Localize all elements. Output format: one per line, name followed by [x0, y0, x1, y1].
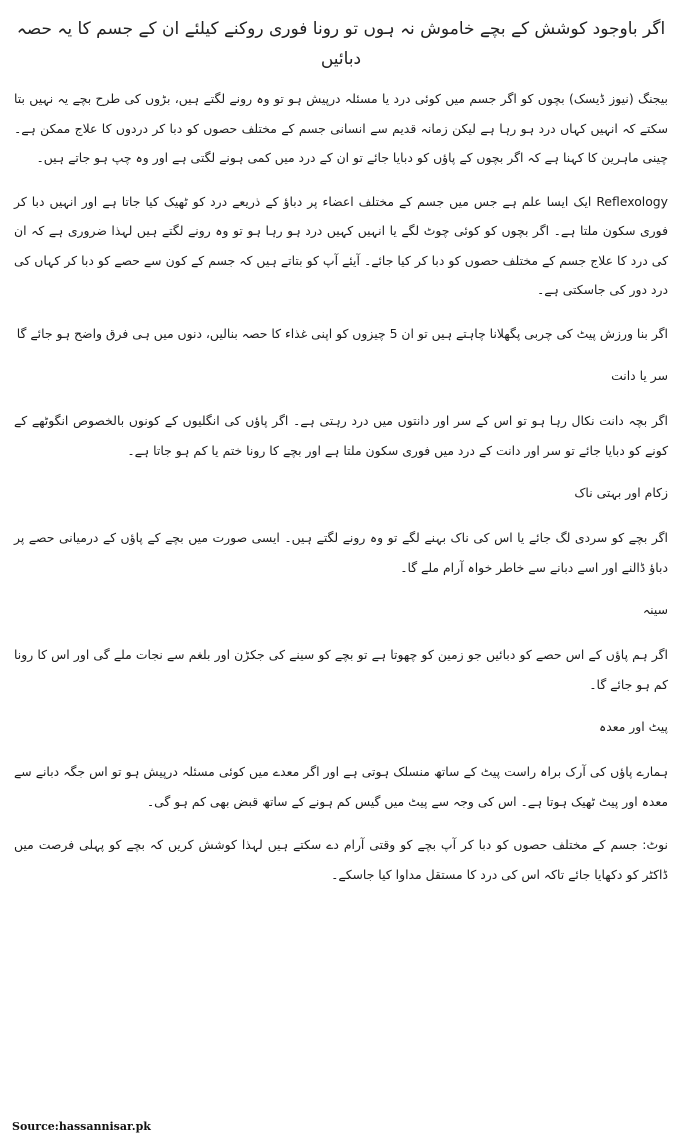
- section-text-stomach: ہمارے پاؤں کی آرک براہ راست پیٹ کے ساتھ منسلک ہوتی ہے اور اگر معدے میں کوئی مسئلہ درپیش ہو تو اس جگہ دبانے سے معدہ اور پیٹ ٹھیک ہوتا ہے۔ اس کی وجہ سے پیٹ میں گیس کم ہونے کے ساتھ قبض بھی کم ہو گی۔: [14, 764, 668, 809]
- section-text-chest: اگر ہم پاؤں کے اس حصے کو دبائیں جو زمین کو چھوتا ہے تو بچے کو سینے کی جکڑن اور بلغم سے نجات ملے گی اور اس کا رونا کم ہو جائے گا۔: [14, 647, 668, 692]
- source-credit: Source:hassannisar.pk: [12, 1120, 151, 1133]
- promo-paragraph: اگر بنا ورزش پیٹ کی چربی پگھلانا چاہتے ہیں تو ان 5 چیزوں کو اپنی غذاء کا حصہ بنالیں، دنوں میں ہی فرق واضح ہو جائے گا: [16, 325, 668, 341]
- section-heading-head-teeth: سر یا دانت: [611, 368, 668, 383]
- section-heading-stomach: پیٹ اور معدہ: [598, 719, 668, 734]
- intro-paragraph: بیجنگ (نیوز ڈیسک) بچوں کو اگر جسم میں کوئی درد یا مسئلہ درپیش ہو تو وہ رونے لگتے ہیں، بڑوں کی طرح بچے یہ نہیں بتا سکتے کہ انہیں کہاں درد ہو رہا ہے لیکن زمانہ قدیم سے انسانی جسم کے مختلف حصوں کو دبا کر دردوں کا علاج ممکن ہے۔ چینی ماہرین کا کہنا ہے کہ اگر بچوں کے پاؤں کو دبایا جائے تو ان کے درد میں کمی ہونے لگتی ہے اور وہ چپ ہو جاتے ہیں۔: [14, 91, 668, 165]
- reflexology-paragraph: Reflexology ایک ایسا علم ہے جس میں جسم کے مختلف اعضاء پر دباؤ کے ذریعے درد کو ٹھیک کیا جاتا ہے اور انہیں دبا کر فوری سکون ملتا ہے۔ اگر بچوں کو کوئی چوٹ لگے یا انہیں کہیں درد ہو رہا ہو تو وہ رونے لگتے ہیں لہذا ضروری ہے کہ ان کی درد کا علاج جسم کے مختلف حصوں کو دبا کر کیا جائے۔ آیئے آپ کو بتاتے ہیں کہ جسم کے کون سے حصے کو دبا کر کہاں کی درد دور کی جاسکتی ہے۔: [14, 193, 668, 297]
- section-text-head-teeth: اگر بچہ دانت نکال رہا ہو تو اس کے سر اور دانتوں میں درد رہتی ہے۔ اگر پاؤں کی انگلیوں کے کونوں بالخصوص انگوٹھے کے کونے کو دبایا جائے تو سر اور دانت کے درد میں فوری سکون ملتا ہے اور بچے کا رونا ختم یا کم ہو جاتا ہے۔: [14, 413, 668, 458]
- article-title: اگر باوجود کوشش کے بچے خاموش نہ ہوں تو رونا فوری روکنے کیلئے ان کے جسم کا یہ حصہ دبائیں: [16, 19, 666, 69]
- section-text-cold-nose: اگر بچے کو سردی لگ جائے یا اس کی ناک بہنے لگے تو وہ رونے لگتے ہیں۔ ایسی صورت میں بچے کے پاؤں کے درمیانی حصے پر دباؤ ڈالنے اور اسے دبانے سے خاطر خواہ آرام ملے گا۔: [14, 530, 668, 575]
- section-heading-cold-nose: زکام اور بہتی ناک: [574, 485, 668, 500]
- note-paragraph: نوٹ: جسم کے مختلف حصوں کو دبا کر آپ بچے کو وقتی آرام دے سکتے ہیں لہذا کوشش کریں کہ بچے کو پہلی فرصت میں ڈاکٹر کو دکھایا جائے تاکہ اس کی درد کا مستقل مداوا کیا جاسکے۔: [14, 837, 668, 882]
- section-heading-chest: سینہ: [642, 602, 668, 617]
